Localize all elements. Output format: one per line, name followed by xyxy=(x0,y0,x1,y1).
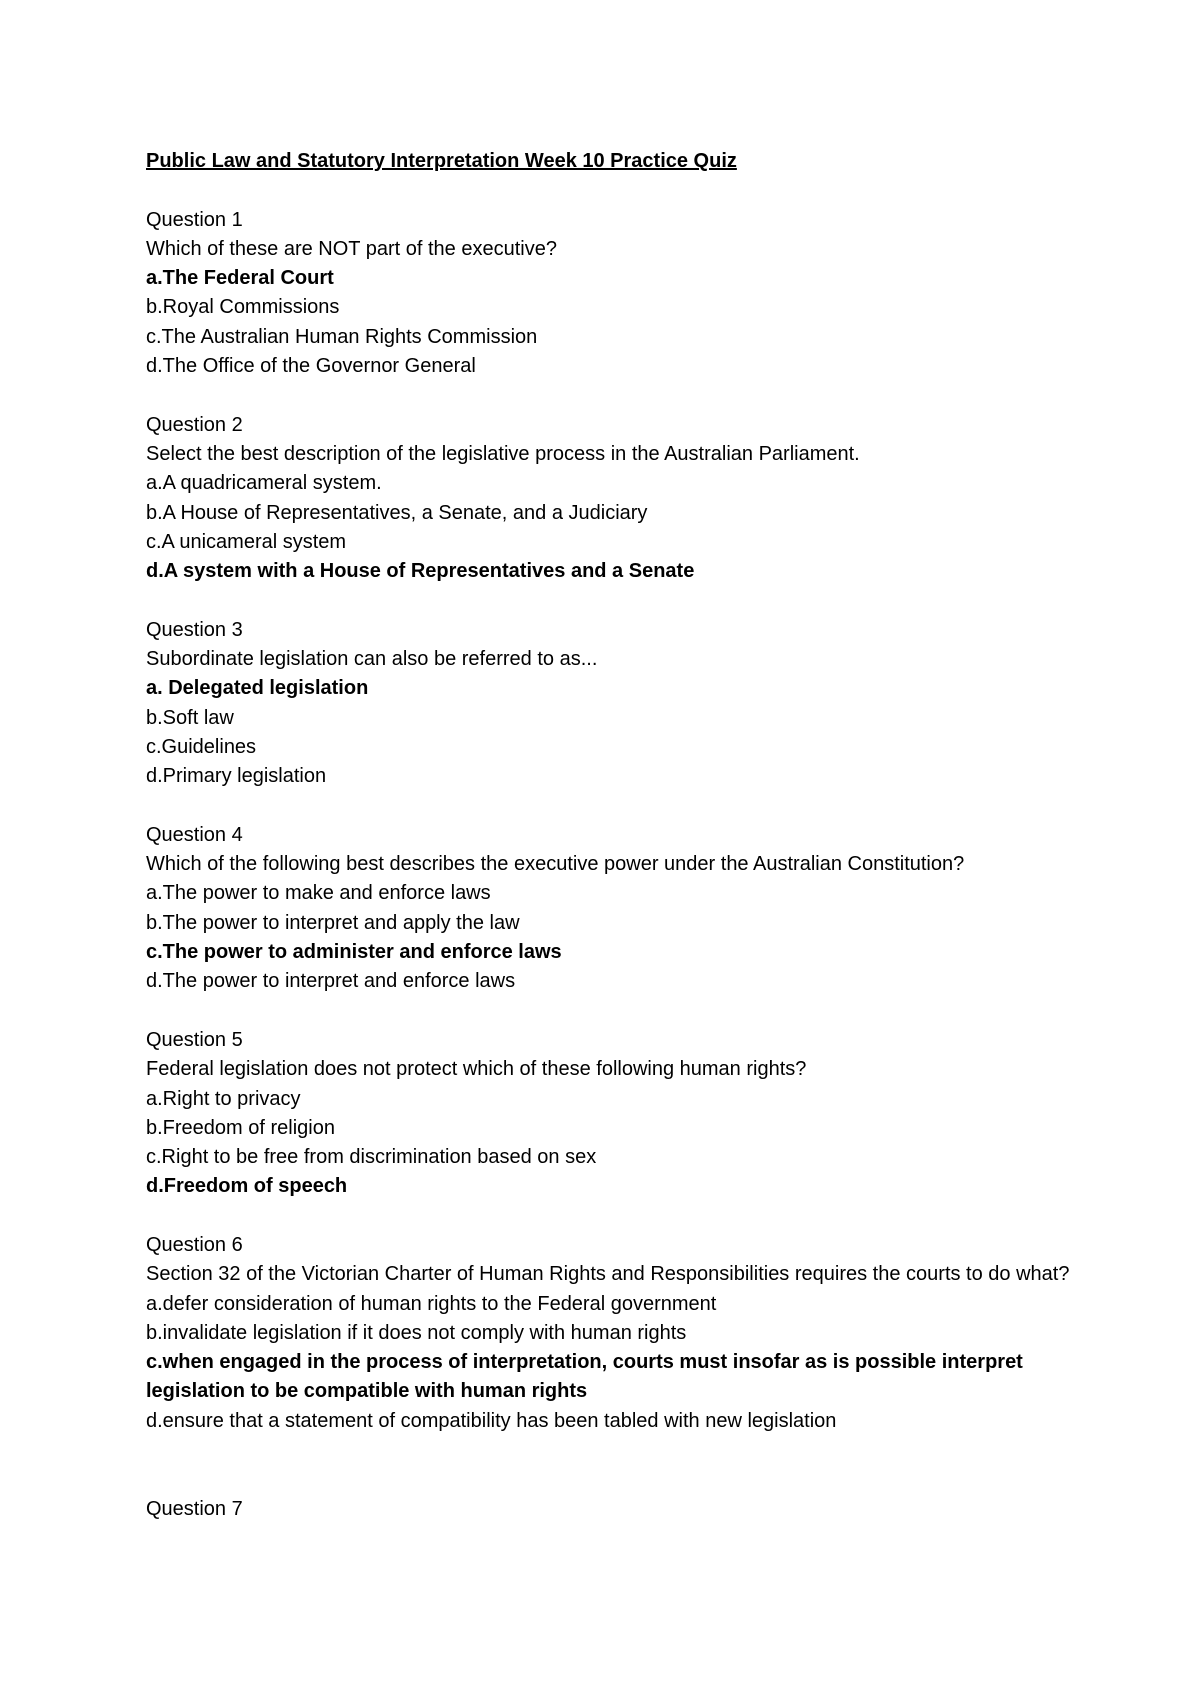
question-label: Question 3 xyxy=(146,618,243,641)
answer-option: c.Guidelines xyxy=(146,735,257,758)
question-5 xyxy=(146,1026,1076,1202)
answer-option-correct: a.The Federal Court xyxy=(146,267,334,290)
question-1 xyxy=(146,206,1076,382)
question-text: Federal legislation does not protect which of these following human rights? xyxy=(146,1058,807,1081)
question-4 xyxy=(146,821,1076,997)
question-7 xyxy=(146,1495,1076,1524)
page-title: Public Law and Statutory Interpretation Week 10 Practice Quiz xyxy=(146,150,737,172)
answer-option: a.defer consideration of human rights to the Federal government xyxy=(146,1292,717,1315)
answer-option: d.ensure that a statement of compatibility has been tabled with new legislation xyxy=(146,1409,837,1432)
question-label: Question 6 xyxy=(146,1233,243,1256)
question-text: Which of the following best describes the executive power under the Australian Constitution? xyxy=(146,853,965,876)
answer-option-correct: c.when engaged in the process of interpretation, courts must insofar as is possible interpret legislation to be compatible with human rights xyxy=(146,1351,1023,1403)
answer-option: b.A House of Representatives, a Senate, and a Judiciary xyxy=(146,501,648,524)
answer-option: b.Royal Commissions xyxy=(146,296,340,319)
answer-option: c.The Australian Human Rights Commission xyxy=(146,325,538,348)
answer-option: b.Soft law xyxy=(146,706,234,729)
question-label: Question 2 xyxy=(146,413,243,436)
answer-option: a.Right to privacy xyxy=(146,1087,301,1110)
question-label: Question 1 xyxy=(146,208,243,231)
answer-option: b.The power to interpret and apply the law xyxy=(146,911,520,934)
question-label: Question 4 xyxy=(146,823,243,846)
answer-option: c.Right to be free from discrimination based on sex xyxy=(146,1146,597,1169)
answer-option: a.The power to make and enforce laws xyxy=(146,882,491,905)
document-content xyxy=(146,147,1076,1524)
answer-option: a.A quadricameral system. xyxy=(146,472,382,495)
question-text: Section 32 of the Victorian Charter of Human Rights and Responsibilities requires the courts to do what? xyxy=(146,1263,1070,1286)
question-2 xyxy=(146,411,1076,587)
answer-option-correct: a. Delegated legislation xyxy=(146,677,369,700)
question-label: Question 5 xyxy=(146,1028,243,1051)
question-text: Subordinate legislation can also be referred to as... xyxy=(146,648,598,671)
answer-option: d.The Office of the Governor General xyxy=(146,355,476,378)
question-6 xyxy=(146,1231,1076,1436)
answer-option: d.Primary legislation xyxy=(146,765,327,788)
answer-option: d.The power to interpret and enforce laws xyxy=(146,970,516,993)
question-label: Question 7 xyxy=(146,1497,243,1520)
answer-option-correct: d.A system with a House of Representatives and a Senate xyxy=(146,560,695,583)
question-text: Which of these are NOT part of the executive? xyxy=(146,237,557,260)
question-text: Select the best description of the legislative process in the Australian Parliament. xyxy=(146,442,860,465)
answer-option: c.A unicameral system xyxy=(146,530,347,553)
answer-option: b.invalidate legislation if it does not comply with human rights xyxy=(146,1321,687,1344)
answer-option-correct: c.The power to administer and enforce laws xyxy=(146,941,562,964)
answer-option-correct: d.Freedom of speech xyxy=(146,1175,348,1198)
question-3 xyxy=(146,616,1076,792)
answer-option: b.Freedom of religion xyxy=(146,1116,335,1139)
